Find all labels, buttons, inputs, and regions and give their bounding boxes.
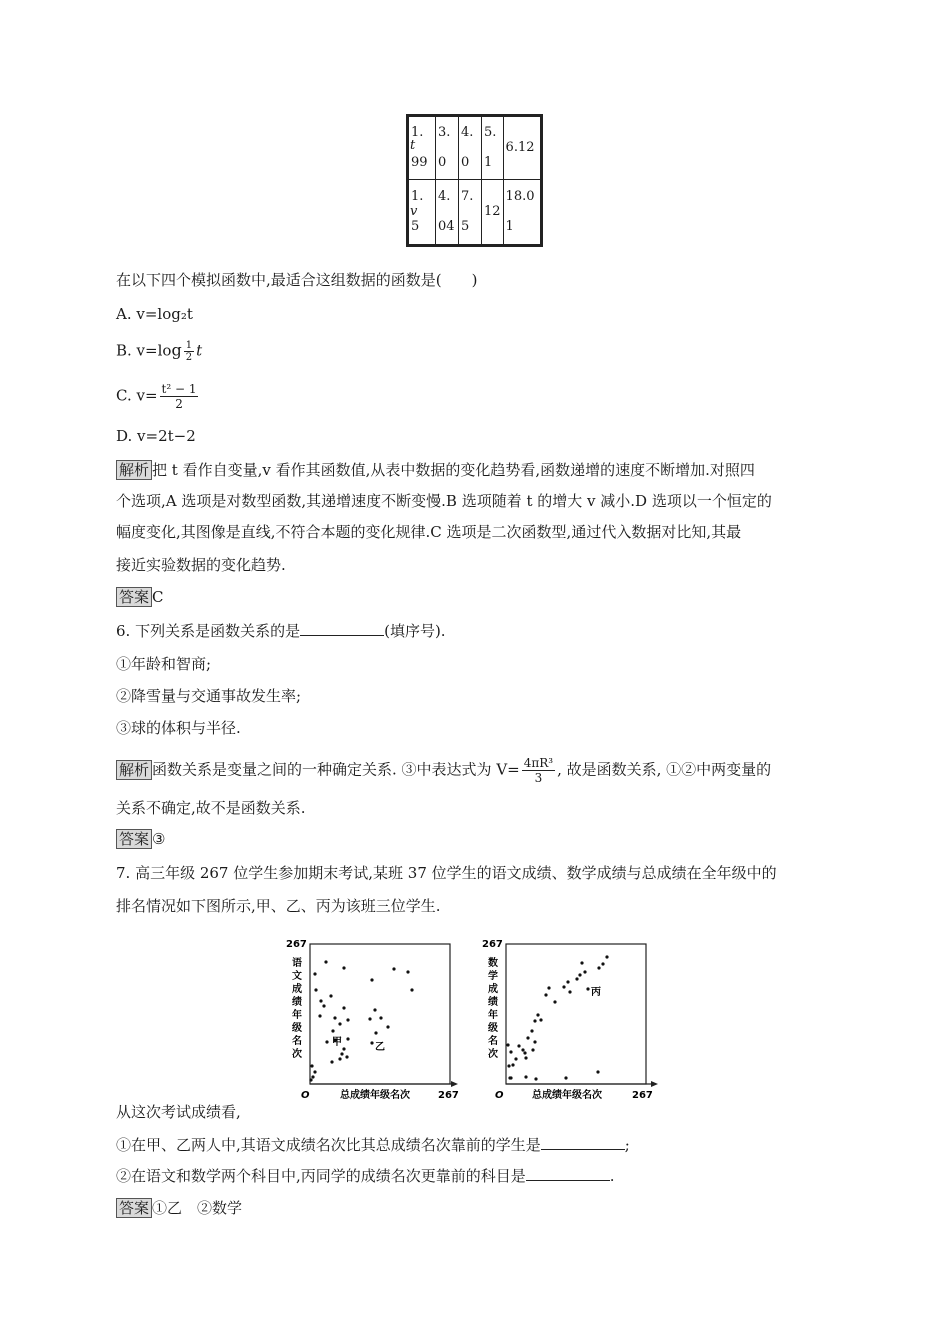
table-cell: 1. [411,125,424,140]
q5-stem: 在以下四个模拟函数中,最适合这组数据的函数是( ) [116,271,478,289]
scatter-point [530,1029,533,1032]
chinese-rank-scatter [280,932,460,1102]
scatter-point [553,1000,556,1003]
svg-text:成: 成 [488,984,498,995]
scatter-point [547,986,550,989]
scatter-point [392,967,395,970]
svg-text:级: 级 [292,1023,302,1034]
scatter-point [521,1048,524,1051]
scatter-point [406,970,409,973]
scatter-point [370,1041,373,1044]
scatter-point [342,1047,345,1050]
table-cell: 1 [484,155,493,170]
scatter-point [511,1063,514,1066]
q6-answer: 答案 ③ [116,829,165,849]
scatter-point [533,1040,536,1043]
fraction: $\frac{1}{2}$ [185,340,193,363]
scatter-point [331,1029,334,1032]
answer-tag: 答案 [116,587,152,607]
scatter-point [330,1060,333,1063]
scatter-point [386,1025,389,1028]
q7-lead: 从这次考试成绩看, [116,1103,241,1121]
scatter-point [309,1078,312,1081]
q5-analysis-line: 接近实验数据的变化趋势. [116,556,286,574]
svg-text:名: 名 [488,1036,498,1047]
fraction: $\frac{\text{t² − 1}}{2}$ [161,382,197,411]
scatter-point [325,1040,328,1043]
answer-blank [541,1135,625,1150]
scatter-point [578,973,581,976]
q7-sub-2: ②在语文和数学两个科目中,丙同学的成绩名次更靠前的科目是 . [116,1167,615,1185]
analysis-tag: 解析 [116,460,152,480]
table-cell: 5. [484,125,497,140]
scatter-point [370,978,373,981]
scatter-point [534,1077,537,1080]
scatter-point [379,1016,382,1019]
label-yi: 乙 [375,1042,385,1053]
scatter-point [313,1070,316,1073]
data-points [506,955,608,1080]
answer-tag: 答案 [116,829,152,849]
table-row-label-v: v [410,204,418,219]
q7-stem-line: 排名情况如下图所示,甲、乙、丙为该班三位学生. [116,897,441,915]
scatter-point [562,985,565,988]
x-max-label: 267 [632,1090,653,1101]
table-cell: 1. [411,189,424,204]
table-cell: 4. [438,189,451,204]
scatter-point [507,1064,510,1067]
scatter-point [539,1018,542,1021]
table-cell: 3. [438,125,451,140]
table-cell: 99 [411,155,428,170]
x-axis-label: 总成绩年级名次 [532,1090,602,1101]
scatter-point [601,962,604,965]
scatter-point [410,988,413,991]
scatter-point [318,1014,321,1017]
table-cell: 0 [438,155,447,170]
scatter-point [597,966,600,969]
scatter-point [531,1048,534,1051]
svg-text:名: 名 [292,1036,302,1047]
q7-sub-1: ①在甲、乙两人中,其语文成绩名次比其总成绩名次靠前的学生是 ; [116,1136,630,1154]
scatter-point [345,1055,348,1058]
scatter-point [517,1044,520,1047]
svg-text:级: 级 [488,1023,498,1034]
y-axis-label [488,956,498,1060]
scatter-point [329,994,332,997]
table-cell: 6.12 [505,140,535,155]
y-max-label: 267 [286,939,307,950]
y-axis-label [292,956,302,1060]
scatter-point [346,1018,349,1021]
scatter-point [373,1008,376,1011]
scatter-point [506,1043,509,1046]
q6-analysis: 解析 函数关系是变量之间的一种确定关系. ③中表达式为 V= $\frac{\text{4πR³}}{3}$ , 故是函数关系, ①②中两变量的 [116,756,771,785]
svg-text:语: 语 [292,958,302,969]
scatter-point [346,1037,349,1040]
scatter-point [596,1070,599,1073]
scatter-point [536,1013,539,1016]
svg-text:年: 年 [488,1010,498,1021]
table-cell: 5 [461,219,470,234]
scatter-point [340,1052,343,1055]
scatter-point [313,972,316,975]
table-row [408,116,542,180]
svg-text:文: 文 [292,971,302,982]
analysis-tag: 解析 [116,760,152,780]
svg-text:成: 成 [292,984,302,995]
q5-option-c: C. v= $\frac{\text{t² − 1}}{2}$ [116,382,197,411]
scatter-point [524,1075,527,1078]
scatter-point [605,955,608,958]
scatter-point [575,977,578,980]
data-table [406,114,543,247]
table-cell: 04 [438,219,455,234]
plot-frame [506,944,646,1084]
q6-item-2: ②降雪量与交通事故发生率; [116,687,302,705]
svg-text:年: 年 [292,1010,302,1021]
scatter-point [322,1004,325,1007]
scatter-point [338,1057,341,1060]
q5-answer: 答案 C [116,587,164,607]
scatter-point [333,1016,336,1019]
scatter-point [311,1075,314,1078]
x-axis-label: 总成绩年级名次 [340,1090,410,1101]
fraction: $\frac{\text{4πR³}}{3}$ [523,756,554,785]
scatter-point [508,1076,511,1079]
q5-analysis-line: 幅度变化,其图像是直线,不符合本题的变化规律.C 选项是二次函数型,通过代入数据对比知,其最 [116,523,742,541]
scatter-point [368,1017,371,1020]
scatter-point [568,990,571,993]
q6-stem: 6. 下列关系是函数关系的是 (填序号). [116,622,446,640]
scatter-point [586,987,589,990]
table-cell: 12 [484,204,501,219]
svg-text:次: 次 [488,1049,498,1060]
scatter-point [324,960,327,963]
q5-analysis-line: 个选项,A 选项是对数型函数,其递增速度不断变慢.B 选项随着 t 的增大 v 减小.D 选项以一个恒定的 [116,492,772,510]
y-max-label: 267 [482,939,503,950]
q5-option-a: A. v=log₂t [116,305,193,323]
scatter-point [544,993,547,996]
scatter-point [338,1022,341,1025]
table-cell: 1 [505,219,514,234]
q5-option-b: B. v=log $\frac{1}{2}$ t [116,340,203,363]
scatter-point [509,1050,512,1053]
scatter-point [564,1076,567,1079]
scatter-point [319,999,322,1002]
svg-text:数: 数 [488,958,498,969]
q6-analysis-line: 关系不确定,故不是函数关系. [116,799,306,817]
table-cell: 18.0 [505,189,535,204]
q6-item-3: ③球的体积与半径. [116,719,241,737]
q7-answer: 答案 ①乙 ②数学 [116,1198,242,1218]
table-row-label-t: t [410,138,416,153]
scatter-point [533,1019,536,1022]
x-axis-arrow [651,1081,658,1087]
origin-label: O [495,1090,504,1101]
scatter-point [523,1051,526,1054]
table-cell: 0 [461,155,470,170]
scatter-point [342,966,345,969]
label-jia: 甲 [332,1037,342,1048]
data-points [309,960,413,1081]
scatter-point [310,1064,313,1067]
scatter-point [580,961,583,964]
scatter-point [374,1031,377,1034]
table-cell: 5 [411,219,420,234]
scatter-point [514,1057,517,1060]
q7-stem: 7. 高三年级 267 位学生参加期末考试,某班 37 位学生的语文成绩、数学成绩与总成绩在全年级中的 [116,864,777,882]
table-cell: 4. [461,125,474,140]
q6-item-1: ①年龄和智商; [116,655,212,673]
scatter-point [524,1056,527,1059]
scatter-point [583,970,586,973]
q5-analysis: 解析 把 t 看作自变量,v 看作其函数值,从表中数据的变化趋势看,函数递增的速度不断增加.对照四 [116,460,755,480]
table-row [408,180,542,246]
scatter-point [566,980,569,983]
answer-blank [300,621,384,636]
x-max-label: 267 [438,1090,459,1101]
table-cell: 7. [461,189,474,204]
label-bing: 丙 [591,987,601,998]
svg-text:绩: 绩 [488,997,498,1008]
answer-tag: 答案 [116,1198,152,1218]
q5-option-d: D. v=2t−2 [116,427,196,445]
svg-text:次: 次 [292,1049,302,1060]
scatter-point [314,988,317,991]
answer-blank [526,1166,610,1181]
svg-text:绩: 绩 [292,997,302,1008]
x-axis-arrow [451,1081,458,1087]
scatter-point [526,1036,529,1039]
svg-text:学: 学 [488,971,498,982]
scatter-point [342,1006,345,1009]
math-rank-scatter [476,932,662,1102]
origin-label: O [301,1090,310,1101]
